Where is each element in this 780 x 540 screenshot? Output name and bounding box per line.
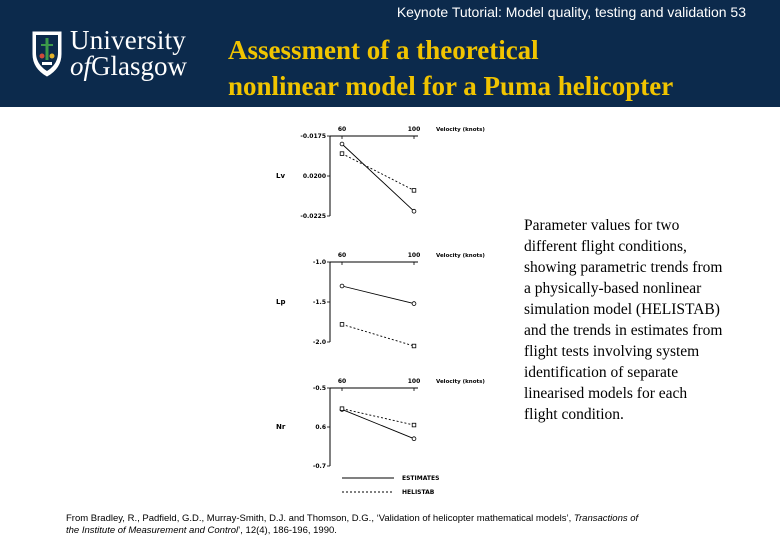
data-point [340, 284, 344, 288]
logo-university-text: University [70, 25, 186, 55]
x-axis-label: Velocity (knots) [436, 127, 485, 133]
y-tick-label: -0.7 [312, 463, 326, 470]
crest-icon [30, 28, 64, 78]
title-line-1: Assessment of a theoretical [228, 35, 539, 65]
description-line: flight tests involving system [524, 343, 700, 360]
x-tick-label: 60 [337, 126, 347, 133]
data-point [412, 209, 416, 213]
description-line: identification of separate [524, 364, 679, 381]
series-line [342, 409, 414, 438]
y-tick-label: -0.5 [312, 385, 326, 392]
parameter-trend-figure [268, 112, 500, 502]
data-point [340, 407, 344, 411]
description-line: a physically-based nonlinear [524, 280, 702, 297]
description-line: linearised models for each [524, 385, 688, 402]
data-point [412, 423, 416, 427]
citation-journal: Transactions of [573, 513, 639, 524]
y-tick-label: -2.0 [312, 339, 326, 346]
legend-label: HELISTAB [402, 489, 435, 496]
citation-journal-cont: the Institute of Measurement and Control [66, 525, 239, 536]
data-point [412, 302, 416, 306]
x-tick-label: 100 [407, 378, 421, 385]
series-line [342, 154, 414, 191]
data-point [412, 344, 416, 348]
data-point [340, 142, 344, 146]
university-logo [30, 25, 190, 81]
series-line [342, 409, 414, 425]
y-tick-label: -1.5 [312, 299, 326, 306]
description-line: and the trends in estimates from [524, 322, 723, 339]
description-line: simulation model (HELISTAB) [524, 301, 720, 318]
x-tick-label: 60 [337, 378, 347, 385]
logo-of-text: of [70, 51, 92, 81]
x-tick-label: 100 [407, 252, 421, 259]
description-line: flight condition. [524, 406, 624, 423]
citation-line-2 [66, 525, 638, 537]
logo-glasgow-word: Glasgow [91, 51, 188, 81]
header-banner [0, 0, 780, 107]
y-tick-label: -0.0175 [300, 133, 326, 140]
y-tick-label: 0.0200 [302, 173, 326, 180]
series-line [342, 324, 414, 346]
title-line-2: nonlinear model for a Puma helicopter [228, 71, 674, 101]
figure-description [524, 215, 764, 425]
data-point [412, 437, 416, 441]
description-line: different flight conditions, [524, 238, 687, 255]
y-tick-label: -1.0 [312, 259, 326, 266]
description-line: showing parametric trends from [524, 259, 723, 276]
x-tick-label: 100 [407, 126, 421, 133]
y-axis-label: Nr [276, 423, 286, 431]
citation-line-1 [66, 513, 638, 525]
x-tick-label: 60 [337, 252, 347, 259]
logo-glasgow-text [70, 52, 187, 80]
x-axis-label: Velocity (knots) [436, 253, 485, 259]
tutorial-label: Keynote Tutorial: Model quality, testing and validation 53 [396, 4, 746, 20]
legend-label: ESTIMATES [402, 475, 440, 482]
citation-text: From Bradley, R., Padfield, G.D., Murray-Smith, D.J. and Thomson, D.G., ‘Validation of helicopter mathematical models’, [66, 513, 572, 524]
y-axis-label: Lp [276, 298, 286, 306]
x-axis-label: Velocity (knots) [436, 379, 485, 385]
data-point [340, 323, 344, 327]
description-line: Parameter values for two [524, 217, 680, 234]
data-point [412, 189, 416, 193]
citation-details: ’, 12(4), 186-196, 1990. [238, 525, 337, 536]
y-tick-label: 0.6 [315, 424, 326, 431]
y-tick-label: -0.0225 [300, 213, 326, 220]
page-title [228, 32, 673, 104]
y-axis-label: Lv [276, 172, 286, 180]
data-point [340, 152, 344, 156]
citation [66, 513, 638, 537]
series-line [342, 144, 414, 211]
series-line [342, 286, 414, 304]
